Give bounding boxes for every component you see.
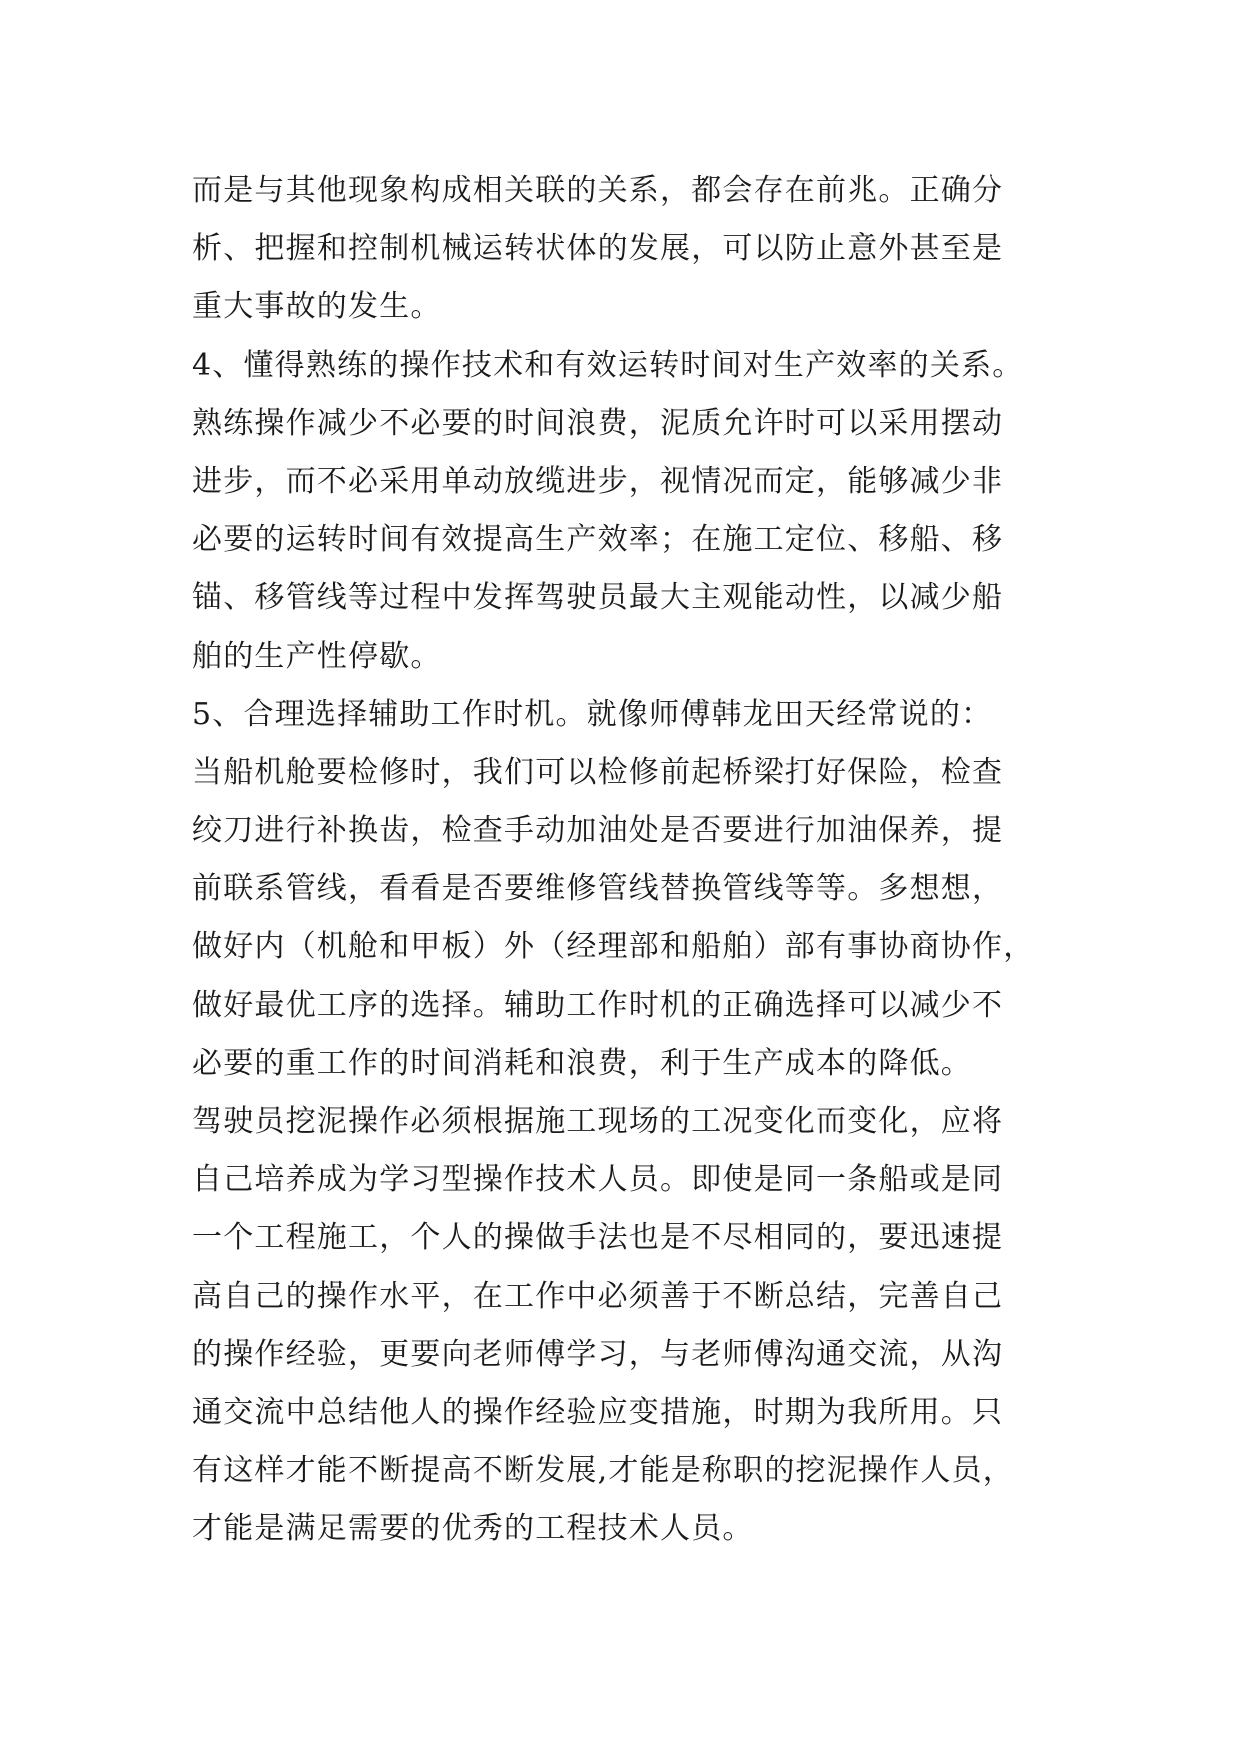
text-line: 析、把握和控制机械运转状体的发展，可以防止意外甚至是	[192, 231, 1004, 267]
text-line: 必要的重工作的时间消耗和浪费，利于生产成本的降低。	[192, 1045, 972, 1081]
text-line: 驾驶员挖泥操作必须根据施工现场的工况变化而变化，应将	[192, 1104, 1004, 1139]
text-line: 通交流中总结他人的操作经验应变措施，时期为我所用。只	[192, 1394, 1004, 1430]
text-line: 做好最优工序的选择。辅助工作时机的正确选择可以减少不	[192, 987, 1004, 1023]
text-line: 自己培养成为学习型操作技术人员。即使是同一条船或是同	[192, 1162, 1004, 1198]
text-line: 的操作经验，更要向老师傅学习，与老师傅沟通交流，从沟	[192, 1336, 1004, 1372]
text-line: 做好内（机舱和甲板）外（经理部和船舶）部有事协商协作，	[192, 929, 1035, 965]
text-line: 而是与其他现象构成相关联的关系，都会存在前兆。正确分	[192, 173, 1004, 208]
text-line: 必要的运转时间有效提高生产效率；在施工定位、移船、移	[192, 522, 1004, 558]
text-line: 一个工程施工，个人的操做手法也是不尽相同的，要迅速提	[192, 1220, 1004, 1256]
text-line: 绞刀进行补换齿，检查手动加油处是否要进行加油保养，提	[192, 813, 1004, 849]
text-line: 熟练操作减少不必要的时间浪费，泥质允许时可以采用摆动	[192, 405, 1004, 441]
text-line: 进步，而不必采用单动放缆进步，视情况而定，能够减少非	[192, 463, 1004, 499]
text-line: 锚、移管线等过程中发挥驾驶员最大主观能动性，以减少船	[192, 580, 1004, 616]
body-text	[192, 162, 1072, 1559]
text-line: 5、合理选择辅助工作时机。就像师傅韩龙田天经常说的：	[192, 696, 993, 732]
text-line: 舶的生产性停歇。	[192, 638, 442, 674]
text-line: 前联系管线，看看是否要维修管线替换管线等等。多想想，	[192, 871, 1004, 907]
text-line: 有这样才能不断提高不断发展,才能是称职的挖泥操作人员，	[192, 1453, 1014, 1489]
text-line: 高自己的操作水平，在工作中必须善于不断总结，完善自己	[192, 1278, 1004, 1314]
text-line: 当船机舱要检修时，我们可以检修前起桥梁打好保险，检查	[192, 754, 1004, 790]
text-line: 4、懂得熟练的操作技术和有效运转时间对生产效率的关系。	[192, 347, 1024, 383]
text-line: 才能是满足需要的优秀的工程技术人员。	[192, 1511, 754, 1547]
text-line: 重大事故的发生。	[192, 289, 442, 325]
